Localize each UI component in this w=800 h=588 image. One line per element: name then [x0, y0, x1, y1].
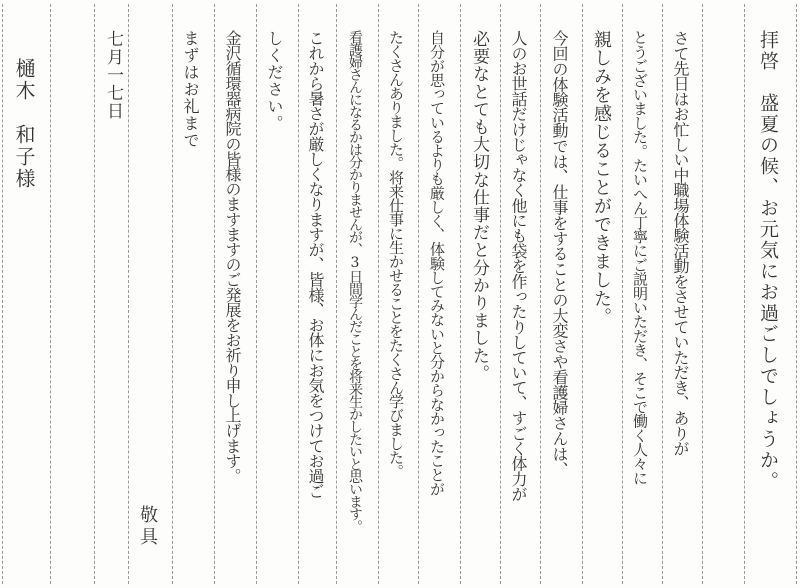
- letter-recipient: 樋木 和子様: [12, 58, 36, 190]
- letter-body-line: 看護婦さんになるかは分かりませんが、3日間学んだことを将来生かしたいと思います。: [347, 30, 363, 532]
- letter-body-line: さて先日はお忙しい中職場体験活動をさせていただき、ありが: [671, 30, 690, 456]
- column-rule: [418, 4, 419, 584]
- column-rule: [540, 4, 541, 584]
- letter-body-line: 人のお世話だけじゃなく他にも袋を作ったりしていて、すごく体力が: [509, 30, 528, 502]
- column-rule: [94, 4, 95, 584]
- column-rule: [378, 4, 379, 584]
- letter-body-line: 自分が思っているよりも厳しく、体験してみないと分からなかったことが: [428, 30, 446, 496]
- letter-body-line: 今回の体験活動では、仕事をすることの大変さや看護婦さんは、: [550, 30, 569, 477]
- column-rule: [702, 4, 703, 584]
- column-rule: [128, 4, 129, 584]
- column-rule: [50, 4, 51, 584]
- letter-body-line: 親しみを感じることができました。: [591, 30, 612, 326]
- letter-body-line: たくさんありました。将来仕事に生かせることをたくさん学びました。: [387, 30, 405, 478]
- column-rule: [256, 4, 257, 584]
- letter-body-line: 金沢循環器病院の皆様のますますのご発展をお祈り申し上げます。: [223, 30, 242, 484]
- column-rule: [298, 4, 299, 584]
- letter-body-line: これから暑さが厳しくなりますが、皆様、お体にお気をつけてお過ご: [306, 30, 325, 499]
- column-rule: [796, 4, 797, 584]
- column-rule: [172, 4, 173, 584]
- column-rule: [582, 4, 583, 584]
- column-rule: [622, 4, 623, 584]
- letter-body-line: 必要なとても大切な仕事だと分かりました。: [469, 30, 489, 382]
- column-rule: [662, 4, 663, 584]
- letter-greeting: 拝啓 盛夏の候、お元気にお過ごしでしょうか。: [757, 30, 779, 492]
- letter-body-line: とうございました。たいへん丁寧にご説明いただき、そこで働く人々に: [631, 30, 649, 485]
- column-rule: [336, 4, 337, 584]
- letter-body-line: しください。: [265, 30, 284, 132]
- letter-body-line: まずはお礼まで: [181, 30, 200, 149]
- letter-closing: 敬具: [137, 505, 158, 549]
- column-rule: [214, 4, 215, 584]
- column-rule: [500, 4, 501, 584]
- column-rule: [460, 4, 461, 584]
- letter-date: 七月一七日: [103, 30, 123, 120]
- column-rule: [744, 4, 745, 584]
- column-rule: [2, 4, 3, 584]
